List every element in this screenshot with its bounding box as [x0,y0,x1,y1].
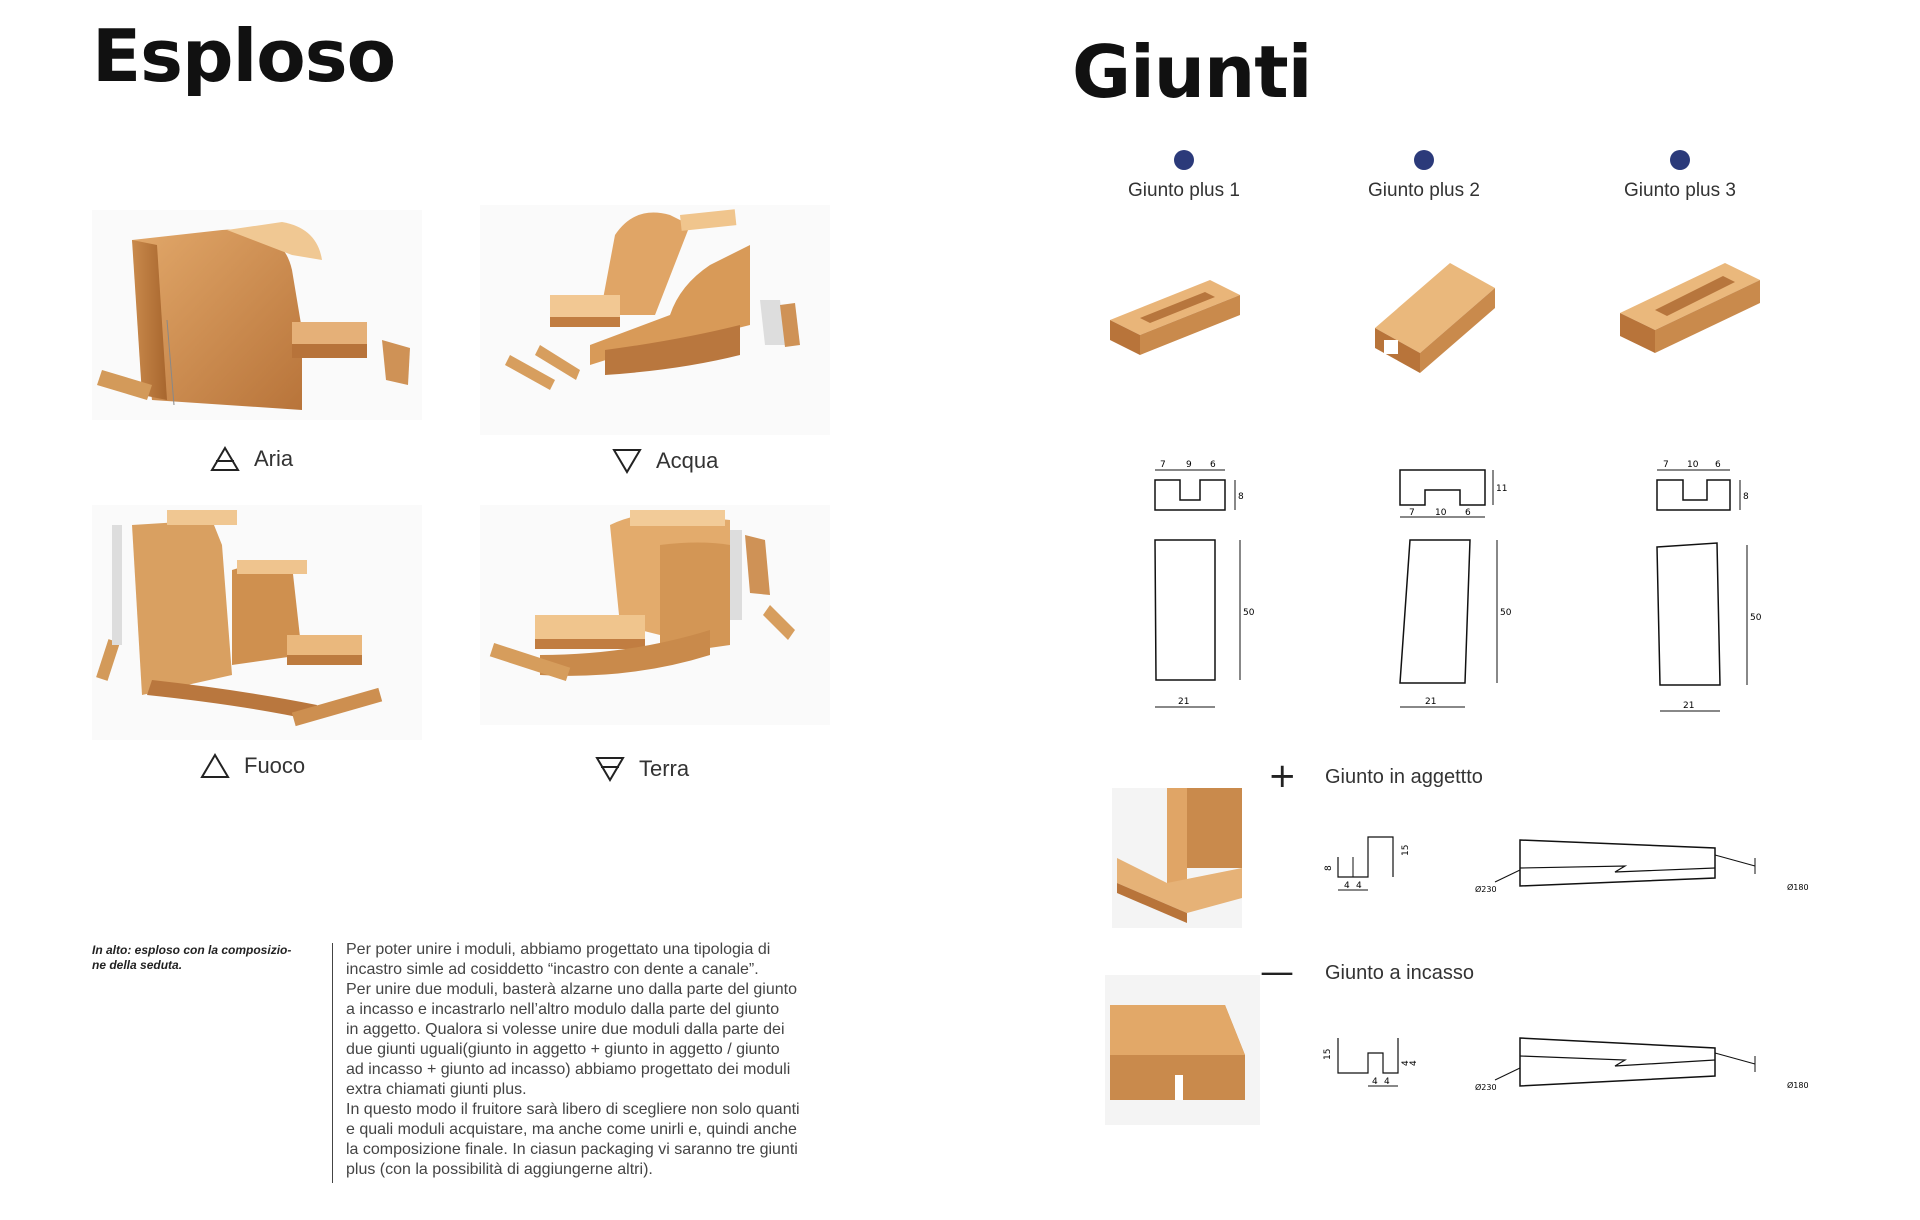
page-title-giunti: Giunti [1072,30,1312,114]
view-caption-aria [210,446,293,472]
plus-label-2: Giunto plus 2 [1368,180,1480,201]
dim-label: 8 [1324,865,1334,871]
dim-label: 11 [1496,484,1508,494]
dim-label: 4 [1356,881,1362,891]
water-triangle-icon [612,448,642,474]
view-caption-acqua [612,448,718,474]
exploded-render-aria [92,210,422,420]
dim-label: 50 [1500,608,1512,618]
figure-note: In alto: esploso con la composizio- ne della seduta. [92,943,292,972]
fire-triangle-icon [200,753,230,779]
plus-sign-icon: + [1268,756,1297,796]
joint-label-aggetto: Giunto in aggettto [1325,766,1483,788]
view-caption-fuoco [200,753,305,779]
dim-label: 4 [1409,1060,1418,1066]
earth-triangle-icon [595,756,625,782]
description-paragraph: Per poter unire i moduli, abbiamo progettato una tipologia di incastro simle ad cosiddetto “incastro con dente a canale”. Per unire due moduli, basterà alzarne uno dalla parte del giunto a incasso e incastrarlo nell’altro modulo dalla parte del giunto in aggetto. Qualora si volesse unire due moduli dalla parte dei due giunti uguali(giunto in aggetto + giunto in aggetto / giunto ad incasso + giunto ad incasso) abbiamo progettato dei moduli extra chiamati giunti plus. In questo modo il fruitore sarà libero di scegliere non solo quanti e quali moduli acquistare, ma anche come unirli e, quindi anche la composizione finale. In ciasun packaging vi saranno tre giunti plus (con la possibilità di aggiungerne altri). [346,941,800,1178]
joint-profile-incasso [1475,1028,1815,1098]
plus-drawing-2 [1385,455,1515,725]
joint-profile-aggetto [1475,830,1815,900]
dim-label: 9 [1186,460,1192,470]
dim-label: 21 [1683,701,1695,711]
dim-label: 21 [1425,697,1437,707]
view-label-acqua: Acqua [656,448,719,473]
dim-label: 50 [1243,608,1255,618]
minus-sign-icon: — [1260,952,1294,992]
joint-section-incasso [1318,1028,1418,1108]
dim-label: 15 [1323,1048,1333,1060]
dim-label: 7 [1160,460,1166,470]
page-title-esploso: Esploso [92,14,396,98]
view-label-fuoco: Fuoco [244,753,306,778]
dim-label: 4 [1372,1077,1378,1087]
view-label-terra: Terra [639,756,690,781]
bullet-dot-icon [1174,150,1194,170]
dim-label: 10 [1435,508,1447,518]
plus-render-3 [1615,258,1765,368]
joint-render-aggetto [1112,788,1242,928]
plus-drawing-3 [1645,455,1765,725]
dim-label: 6 [1210,460,1216,470]
text-divider [332,943,333,1183]
dim-label: 6 [1465,508,1471,518]
exploded-render-acqua [480,205,830,435]
dim-label: Ø180 [1787,883,1809,892]
dim-label: 15 [1401,844,1411,856]
bullet-dot-icon [1670,150,1690,170]
dim-label: Ø230 [1475,885,1497,894]
joint-label-incasso: Giunto a incasso [1325,962,1474,984]
dim-label: Ø230 [1475,1083,1497,1092]
plus-render-2 [1370,258,1500,378]
exploded-render-fuoco [92,505,422,740]
dim-label: 21 [1178,697,1190,707]
joint-section-aggetto [1318,832,1418,912]
dim-label: 4 [1401,1060,1411,1066]
dim-label: 10 [1687,460,1699,470]
dim-label: 7 [1663,460,1669,470]
plus-label-3: Giunto plus 3 [1624,180,1736,201]
plus-header-1 [1064,150,1304,202]
dim-label: Ø180 [1787,1081,1809,1090]
bullet-dot-icon [1414,150,1434,170]
plus-header-3 [1560,150,1800,202]
dim-label: 8 [1238,492,1244,502]
view-caption-terra [595,756,689,782]
plus-label-1: Giunto plus 1 [1128,180,1240,201]
dim-label: 4 [1344,881,1350,891]
plus-render-1 [1105,270,1245,370]
dim-label: 7 [1409,508,1415,518]
view-label-aria: Aria [254,446,294,471]
plus-header-2 [1304,150,1544,202]
dim-label: 8 [1743,492,1749,502]
exploded-render-terra [480,505,830,725]
plus-drawing-1 [1140,455,1260,725]
joint-render-incasso [1105,975,1260,1125]
dim-label: 4 [1384,1077,1390,1087]
air-triangle-icon [210,446,240,472]
dim-label: 50 [1750,613,1762,623]
dim-label: 6 [1715,460,1721,470]
